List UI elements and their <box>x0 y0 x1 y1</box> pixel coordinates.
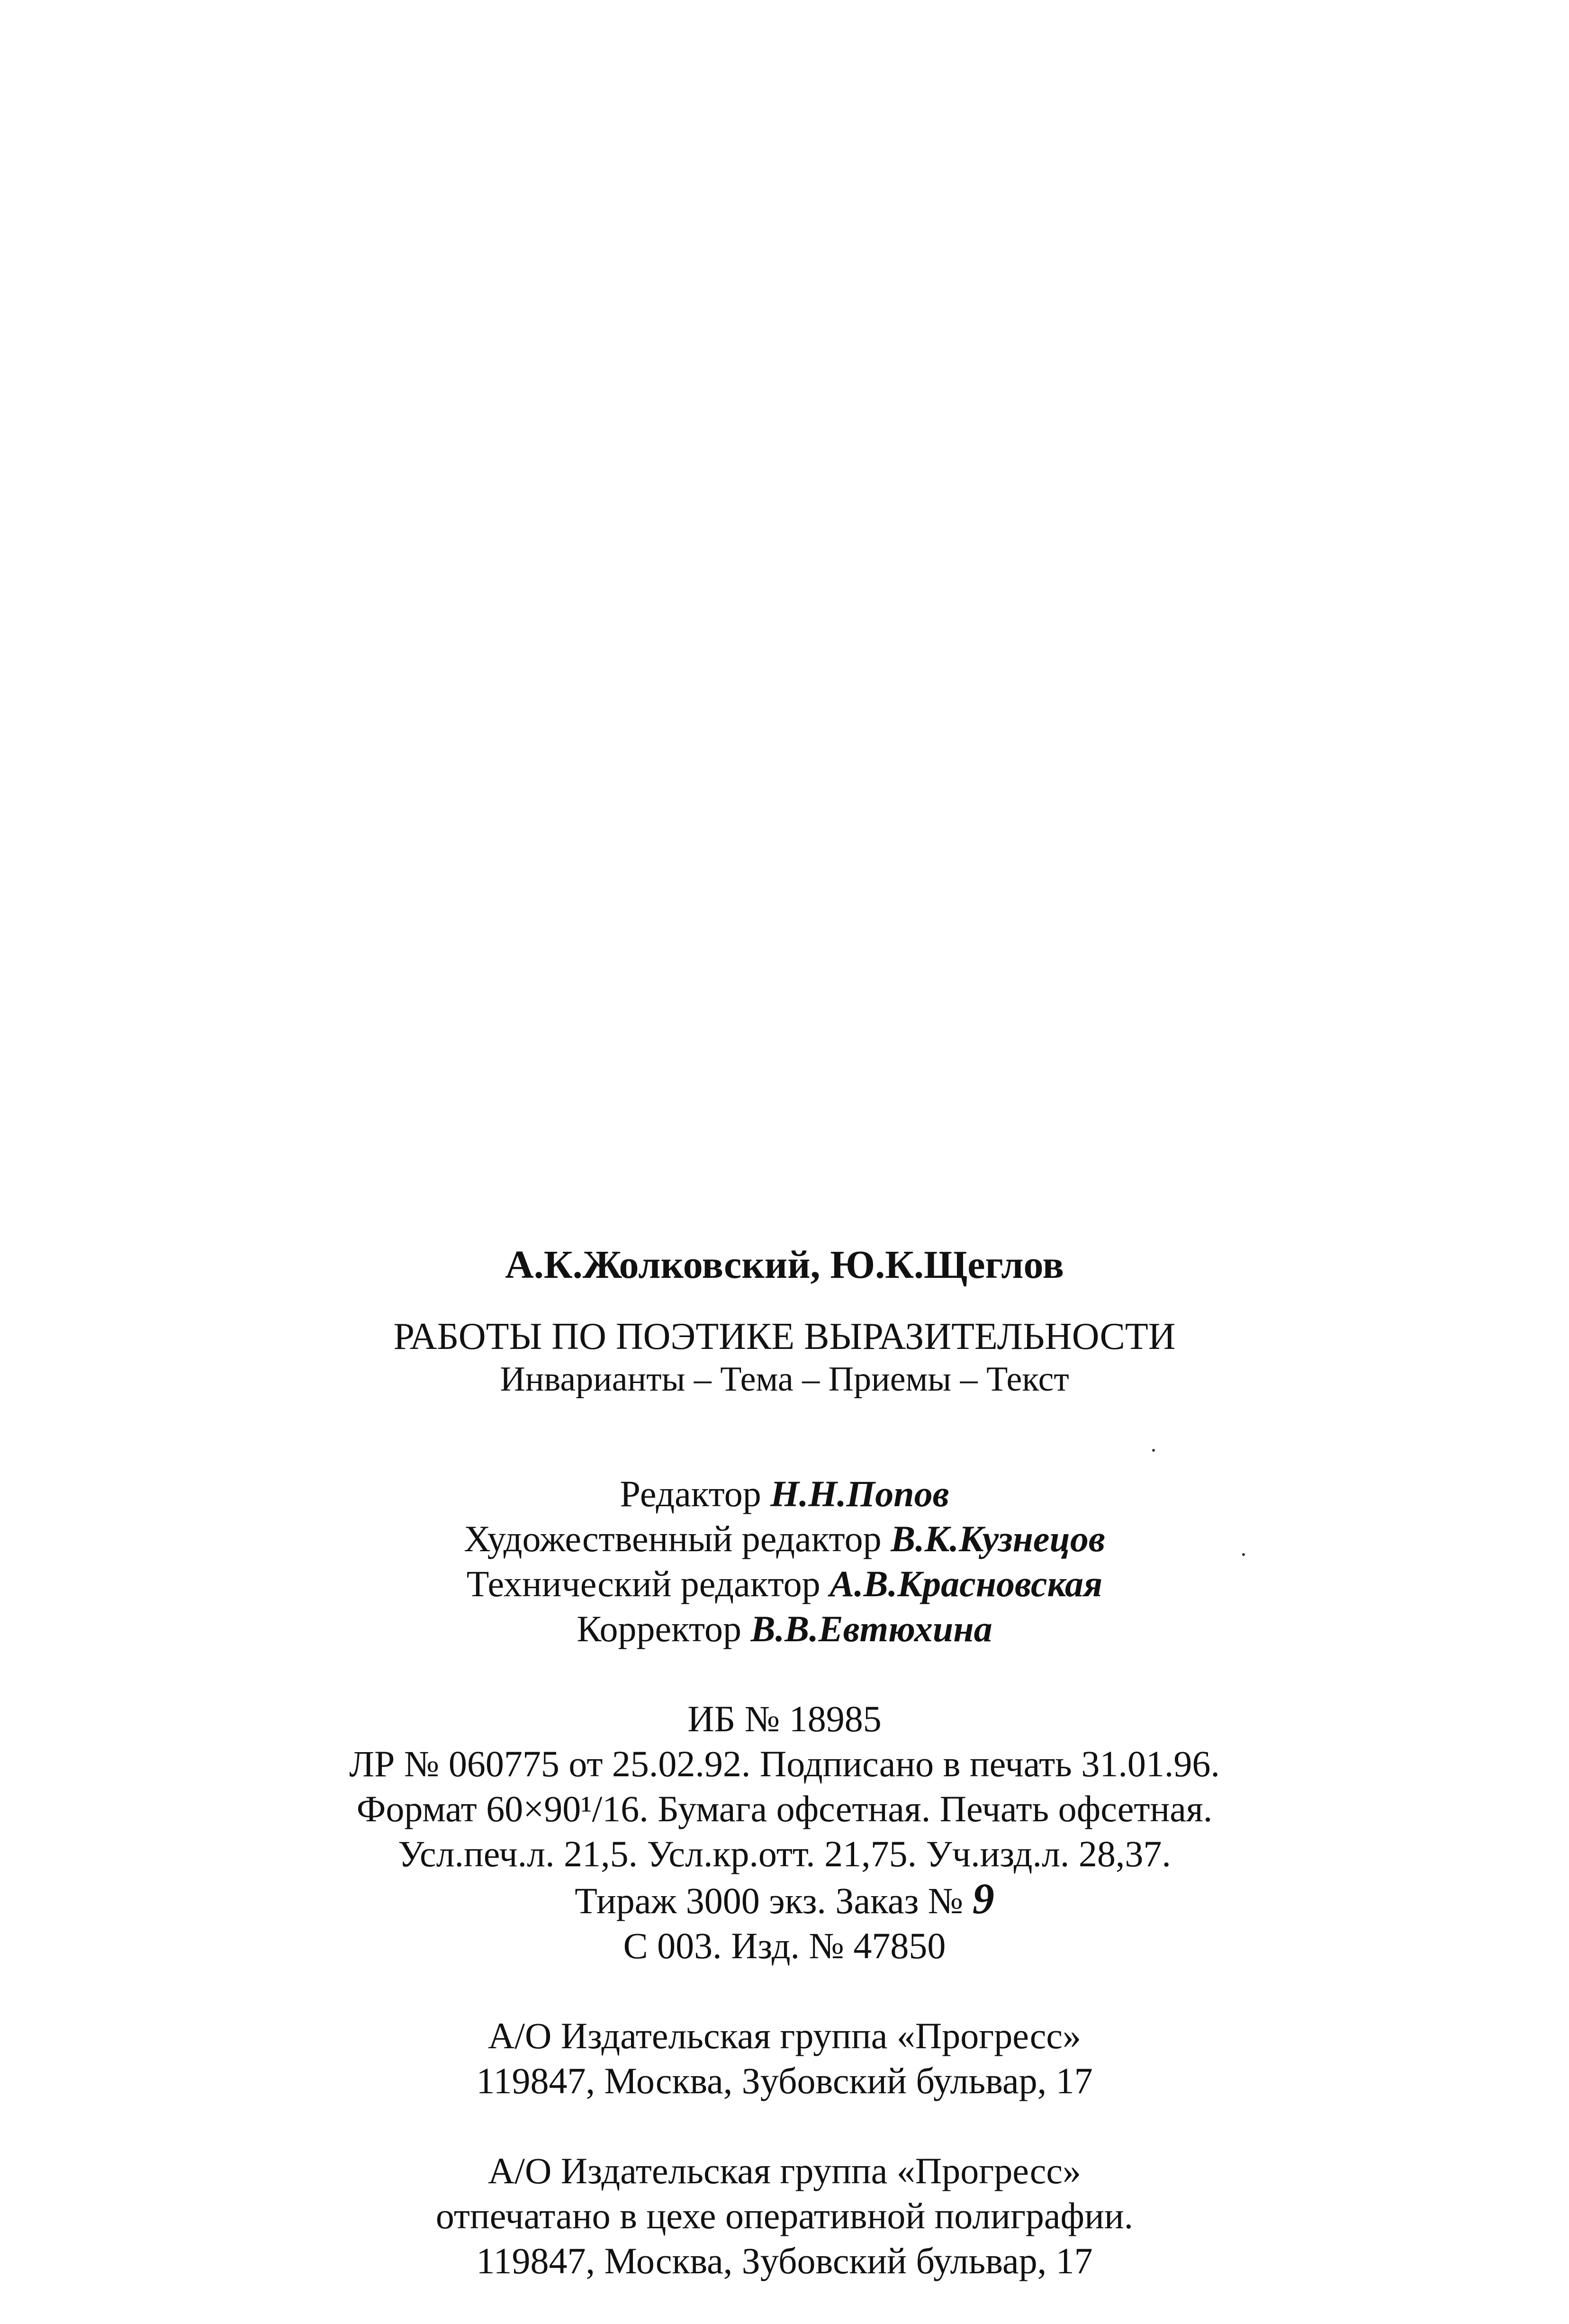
imprint-block <box>0 1241 1569 2283</box>
authors: А.К.Жолковский, Ю.К.Щеглов <box>505 1243 1064 1287</box>
license-line: ЛР № 060775 от 25.02.92. Подписано в печать 31.01.96. <box>349 1743 1220 1784</box>
run-line <box>0 1876 1569 1923</box>
scan-speck <box>1152 1449 1155 1452</box>
staff-art-editor <box>0 1516 1569 1561</box>
printer-note: отпечатано в цехе оперативной полиграфии. <box>435 2195 1134 2236</box>
format-line: Формат 60×90¹/16. Бумага офсетная. Печать офсетная. <box>356 1788 1213 1829</box>
order-number: 9 <box>972 1874 994 1923</box>
printer-block <box>0 2148 1569 2283</box>
staff-editor <box>0 1471 1569 1516</box>
staff-role: Корректор <box>577 1608 742 1649</box>
scan-speck <box>1242 1553 1245 1556</box>
publisher-address: 119847, Москва, Зубовский бульвар, 17 <box>476 2060 1093 2101</box>
staff-role: Редактор <box>620 1473 761 1514</box>
staff-name: А.В.Красновская <box>830 1563 1103 1604</box>
staff-name: Н.Н.Попов <box>770 1473 949 1514</box>
staff-list <box>0 1471 1569 1651</box>
print-info <box>0 1696 1569 1968</box>
staff-name: В.К.Кузнецов <box>891 1518 1105 1559</box>
code-line: С 003. Изд. № 47850 <box>623 1925 946 1966</box>
staff-name: В.В.Евтюхина <box>750 1608 992 1649</box>
staff-tech-editor <box>0 1561 1569 1606</box>
printer-address: 119847, Москва, Зубовский бульвар, 17 <box>476 2240 1093 2281</box>
printer-name: А/О Издательская группа «Прогресс» <box>487 2150 1082 2191</box>
run-text: Тираж 3000 экз. Заказ № <box>575 1880 964 1921</box>
publisher-block <box>0 2013 1569 2103</box>
book-title: РАБОТЫ ПО ПОЭТИКЕ ВЫРАЗИТЕЛЬНОСТИ <box>393 1316 1176 1357</box>
publisher-name: А/О Издательская группа «Прогресс» <box>487 2015 1082 2056</box>
staff-proofreader <box>0 1606 1569 1651</box>
staff-role: Художественный редактор <box>464 1518 882 1559</box>
book-subtitle: Инварианты – Тема – Приемы – Текст <box>500 1360 1069 1399</box>
sheets-line: Усл.печ.л. 21,5. Усл.кр.отт. 21,75. Уч.изд.л. 28,37. <box>398 1833 1171 1874</box>
staff-role: Технический редактор <box>466 1563 821 1604</box>
ib-number: ИБ № 18985 <box>687 1698 882 1739</box>
